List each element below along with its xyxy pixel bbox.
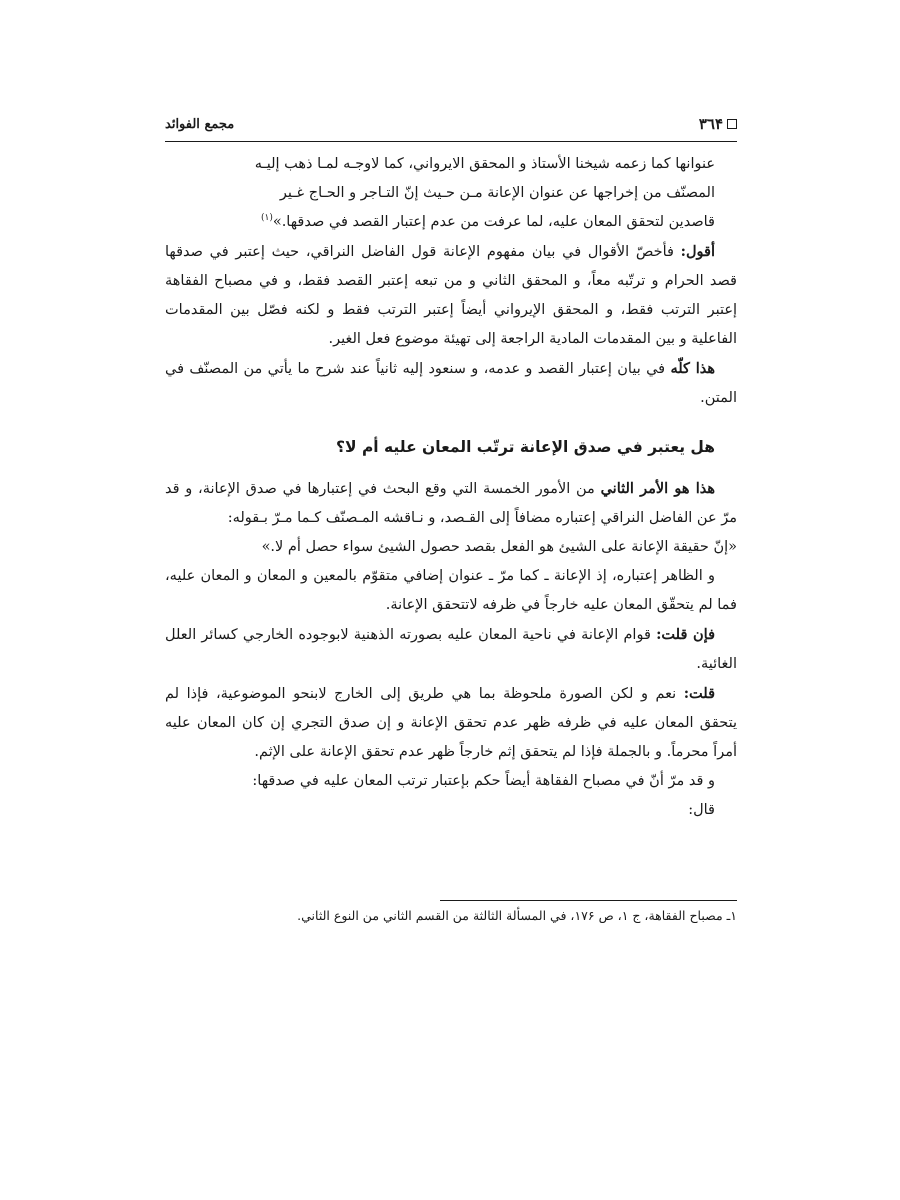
footnote-rule	[440, 900, 737, 901]
qultu-text: نعم و لكن الصورة ملحوظة بما هي طريق إلى الخارج لابنحو الموضوعية، فإذا لم يتحقق المعان عليه في ظرفه ظهر عدم تحقق الإعانة و إن صدق التجري إن كان المعان عليه أمراً محرماً. و بالجملة فإذا لم يتحقق إثم خارجاً ظهر عدم تحقق الإعانة على الإثم.	[165, 686, 737, 760]
quote-line-3	[165, 208, 737, 237]
page-header	[165, 113, 737, 141]
paragraph-second-matter	[165, 474, 737, 533]
section-heading: هل يعتبر في صدق الإعانة ترتّب المعان عليه أم لا؟	[336, 438, 715, 456]
second-matter-text: من الأمور الخمسة التي وقع البحث في إعتبارها في صدق الإعانة، و قد مرّ عن الفاضل النراقي إعتباره مضافاً إلى القـصد، و نـاقشه المـصنّف كـما مـرّ بـقوله:	[165, 481, 737, 526]
quote-line-2: المصنّف من إخراجها عن عنوان الإعانة مـن حـيث إنّ التـاجر و الحـاج غـير	[279, 185, 715, 201]
book-title: مجمع الفوائد	[165, 117, 235, 132]
paragraph-aqul	[165, 237, 737, 354]
header-rule	[165, 141, 737, 142]
quotation: «إنّ حقيقة الإعانة على الشيئ هو الفعل بقصد حصول الشيئ سواء حصل أم لا.»	[261, 539, 737, 555]
aqul-lead: أقول:	[680, 243, 716, 260]
hadha-text: في بيان إعتبار القصد و عدمه، و سنعود إليه ثانياً عند شرح ما يأتي من المصنّف في المتن.	[165, 361, 737, 406]
aqul-text: فأخصّ الأقوال في بيان مفهوم الإعانة قول الفاضل النراقي، حيث إعتبر في صدقها قصد الحرام و ترتّبه معاً، و المحقق الثاني و من تبعه إعتبر القصد فقط، و في مصباح الفقاهة إعتبر الترتب فقط، و المحقق الإيرواني أيضاً إعتبر الترتب فقط و لكنه فصّل بين المقدمات الفاعلية و بين المقدمات المادية الراجعة إلى تهيئة موضوع فعل الغير.	[165, 244, 738, 347]
fa-in-qulta-text: قوام الإعانة في ناحية المعان عليه بصورته الذهنية لابوجوده الخارجي كسائر العلل الغائية.	[165, 627, 737, 672]
footnote: ١ـ مصباح الفقاهة، ج ١، ص ١٧۶، في المسألة الثالثة من القسم الثاني من النوع الثاني.	[297, 908, 737, 923]
second-matter-lead: هذا هو الأمر الثاني	[600, 480, 716, 497]
page-number	[699, 115, 737, 133]
qultu-lead: قلت:	[683, 685, 716, 702]
paragraph-misbah: و قد مرّ أنّ في مصباح الفقاهة أيضاً حكم بإعتبار ترتب المعان عليه في صدقها:	[252, 773, 715, 789]
main-text	[165, 150, 737, 825]
paragraph-fa-in-qulta	[165, 620, 737, 679]
square-icon	[727, 119, 737, 129]
quote-line-3-text: قاصدين لتحقق المعان عليه، لما عرفت من عدم إعتبار القصد في صدقها.»	[272, 214, 715, 230]
paragraph-zahir: و الظاهر إعتباره، إذ الإعانة ـ كما مرّ ـ عنوان إضافي متقوّم بالمعين و المعان و المعان عليه، فما لم يتحقّق المعان عليه خارجاً في ظرفه لاتتحقق الإعانة.	[165, 568, 737, 613]
paragraph-qala: قال:	[688, 802, 715, 818]
hadha-lead: هذا كلّه	[670, 360, 715, 377]
fa-in-qulta-lead: فإن قلت:	[656, 626, 715, 643]
paragraph-hadha-kulluhu	[165, 354, 737, 413]
footnote-ref[interactable]: (١)	[260, 213, 273, 224]
page-number-text: ٣٦۴	[698, 115, 723, 133]
paragraph-qultu	[165, 679, 737, 767]
quote-line-1: عنوانها کما زعمه شيخنا الأستاذ و المحقق الايرواني، کما لاوجـه لمـا ذهب إليـه	[254, 156, 715, 172]
